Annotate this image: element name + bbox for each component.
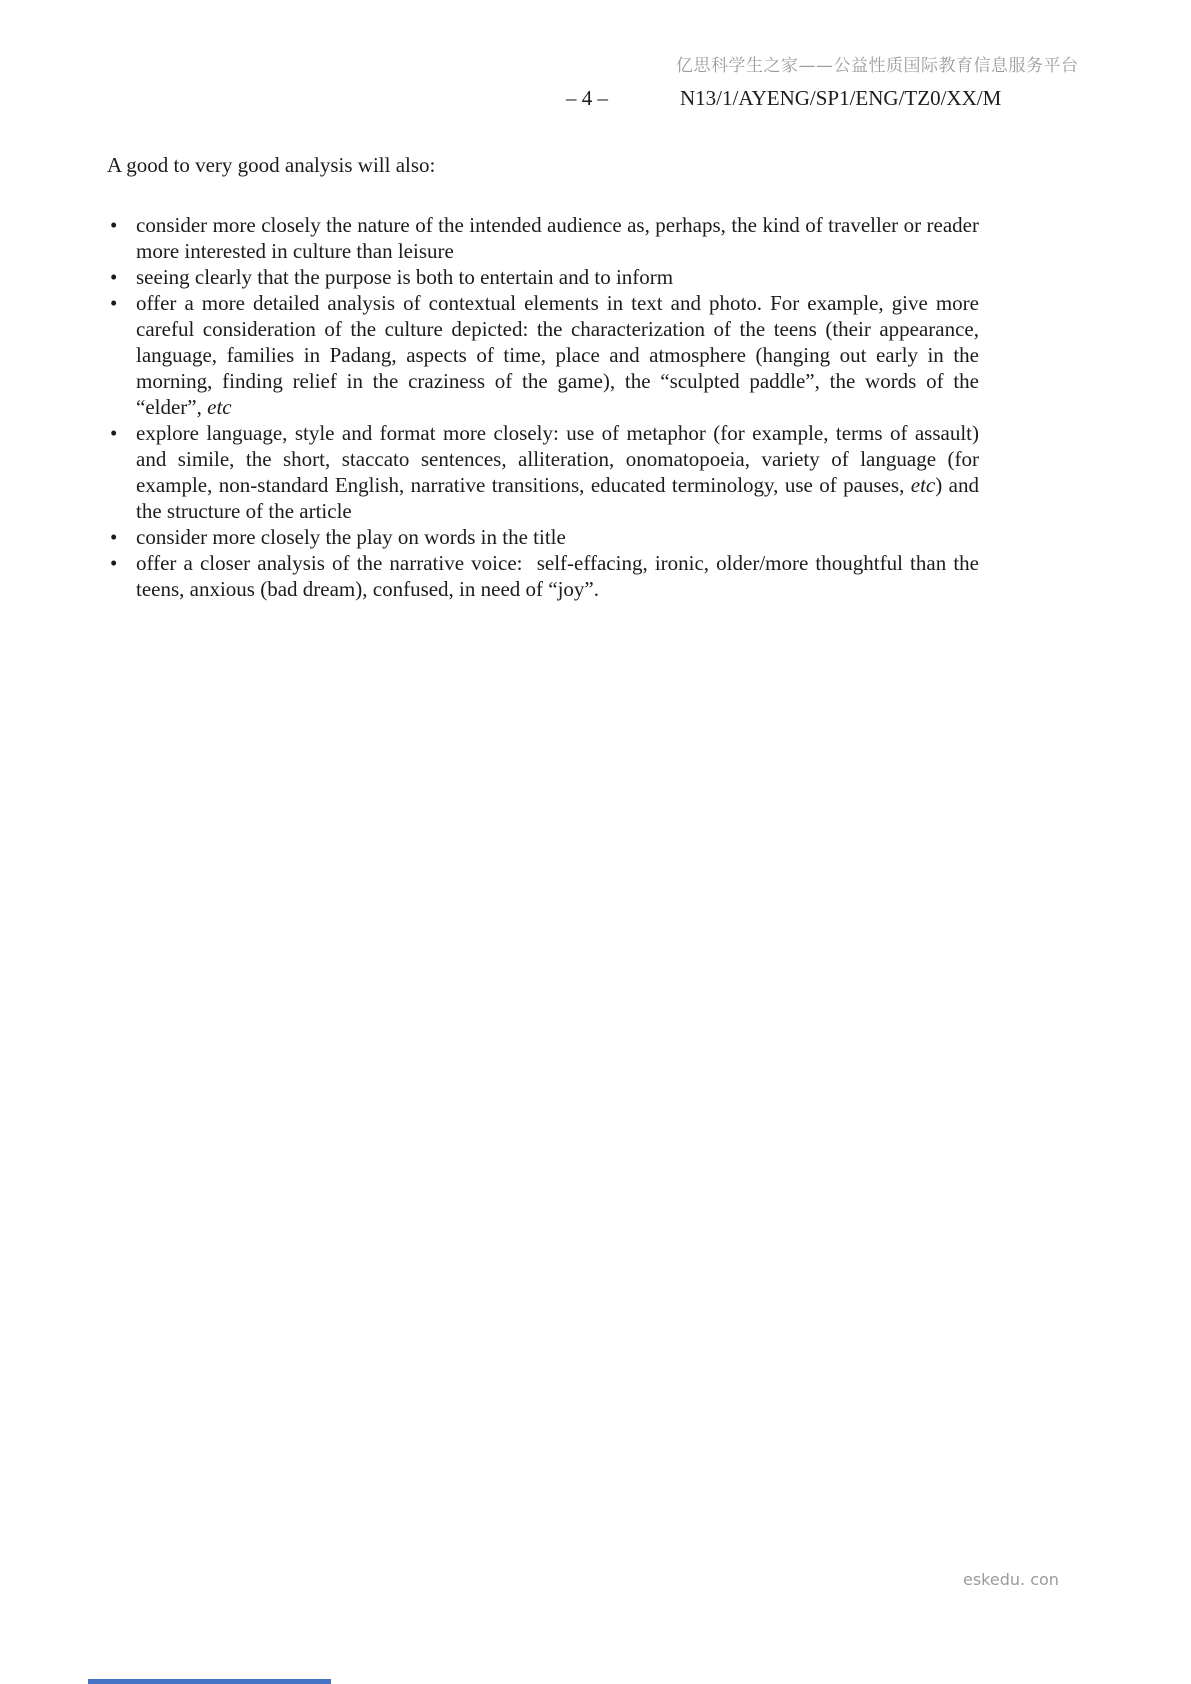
bullet-item	[107, 264, 979, 290]
bullet-list	[107, 212, 979, 602]
bottom-blue-bar	[88, 1679, 331, 1684]
intro-paragraph: A good to very good analysis will also:	[107, 153, 436, 177]
bullet-item	[107, 550, 979, 602]
bullet-icon: •	[110, 291, 118, 315]
bullet-item	[107, 212, 979, 264]
bullet-text: offer a more detailed analysis of contextual elements in text and photo. For example, give more careful consideration of the culture depicted: the characterization of the teens (their appearance, language, families in Padang, aspects of time, place and atmosphere (hanging out early in the morning, finding relief in the craziness of the game), the “sculpted paddle”, the words of the “elder”, etc	[136, 291, 979, 419]
document-code: N13/1/AYENG/SP1/ENG/TZ0/XX/M	[680, 86, 1002, 110]
bullet-text: offer a closer analysis of the narrative voice: self-effacing, ironic, older/more thoughtful than the teens, anxious (bad dream), confused, in need of “joy”.	[136, 551, 979, 601]
bullet-item	[107, 524, 979, 550]
page-number: – 4 –	[566, 86, 608, 110]
bullet-item	[107, 420, 979, 524]
footer-site-watermark: eskedu. con	[963, 1570, 1059, 1589]
bullet-text: consider more closely the nature of the intended audience as, perhaps, the kind of traveller or reader more interested in culture than leisure	[136, 213, 979, 263]
bullet-text: seeing clearly that the purpose is both to entertain and to inform	[136, 265, 674, 289]
bullet-text: consider more closely the play on words in the title	[136, 525, 566, 549]
bullet-icon: •	[110, 265, 118, 289]
header-chinese-watermark: 亿思科学生之家——公益性质国际教育信息服务平台	[676, 56, 1079, 76]
bullet-icon: •	[110, 551, 118, 575]
document-body	[107, 152, 979, 602]
bullet-item	[107, 290, 979, 420]
bullet-text: explore language, style and format more closely: use of metaphor (for example, terms of assault) and simile, the short, staccato sentences, alliteration, onomatopoeia, variety of language (for example, non-standard English, narrative transitions, educated terminology, use of pauses, etc) and the structure of the article	[136, 421, 979, 523]
bullet-icon: •	[110, 525, 118, 549]
bullet-icon: •	[110, 213, 118, 237]
bullet-icon: •	[110, 421, 118, 445]
